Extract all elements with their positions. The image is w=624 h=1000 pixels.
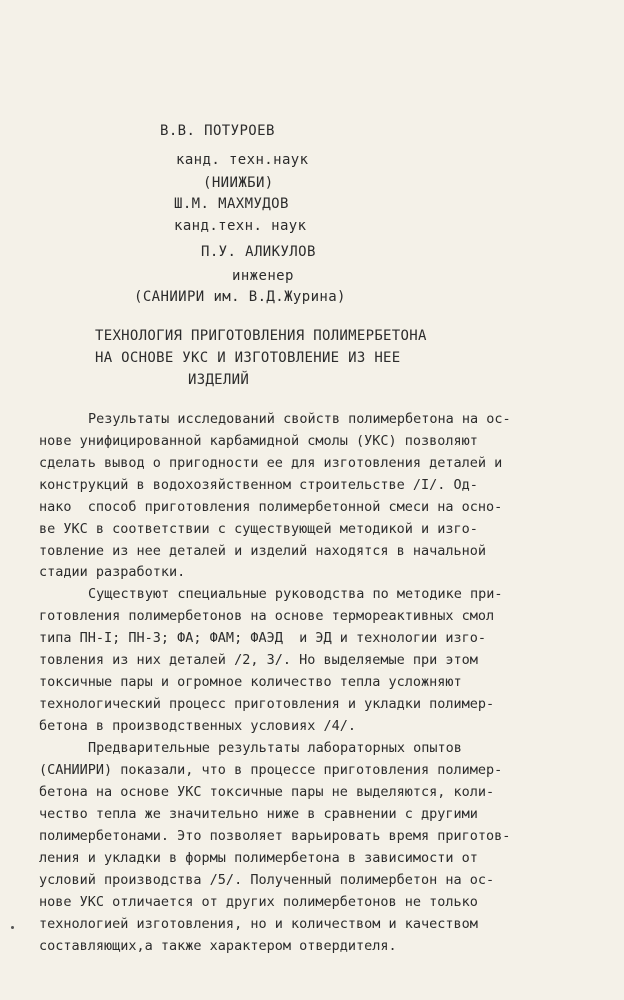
body-line: типа ПН-I; ПН-3; ФА; ФАМ; ФАЭД и ЭД и технологии изго-	[39, 630, 487, 646]
author-2-degree: канд.техн. наук	[174, 218, 307, 234]
body-line: ве УКС в соответствии с существующей методикой и изго-	[39, 521, 478, 537]
body-line: товление из нее деталей и изделий находятся в начальной	[39, 543, 487, 559]
margin-speck	[11, 926, 14, 929]
body-line: конструкций в водохозяйственном строительстве /I/. Од-	[39, 477, 478, 493]
body-line: Результаты исследований свойств полимербетона на ос-	[88, 411, 511, 427]
body-line: нове унифицированной карбамидной смолы (УКС) позволяют	[39, 433, 478, 449]
body-line: полимербетонами. Это позволяет варьировать время приготов-	[39, 828, 511, 844]
body-line: токсичные пары и огромное количество тепла усложняют	[39, 674, 462, 690]
author-3-name: П.У. АЛИКУЛОВ	[201, 244, 316, 260]
author-3-org: (САНИИРИ им. В.Д.Журина)	[134, 289, 346, 305]
body-line: готовления полимербетонов на основе термореактивных смол	[39, 608, 495, 624]
title-line-1: ТЕХНОЛОГИЯ ПРИГОТОВЛЕНИЯ ПОЛИМЕРБЕТОНА	[95, 328, 427, 344]
body-line: чество тепла же значительно ниже в сравнении с другими	[39, 806, 478, 822]
body-line: условий производства /5/. Полученный полимербетон на ос-	[39, 872, 495, 888]
body-line: нове УКС отличается от других полимербетонов не только	[39, 894, 478, 910]
author-1-org: (НИИЖБИ)	[203, 175, 274, 191]
title-line-3: ИЗДЕЛИЙ	[188, 372, 250, 388]
body-line: сделать вывод о пригодности ее для изготовления деталей и	[39, 455, 503, 471]
body-line: Предварительные результаты лабораторных опытов	[88, 740, 462, 756]
body-line: (САНИИРИ) показали, что в процессе приготовления полимер-	[39, 762, 503, 778]
body-line: технологией изготовления, но и количеством и качеством	[39, 916, 478, 932]
title-line-2: НА ОСНОВЕ УКС И ИЗГОТОВЛЕНИЕ ИЗ НЕЕ	[95, 350, 401, 366]
body-line: технологический процесс приготовления и укладки полимер-	[39, 696, 495, 712]
author-1-name: В.В. ПОТУРОЕВ	[160, 123, 275, 139]
body-line: стадии разработки.	[39, 564, 186, 580]
body-line: составляющих,а также характером отвердителя.	[39, 938, 397, 954]
body-line: ления и укладки в формы полимербетона в зависимости от	[39, 850, 478, 866]
body-line: бетона на основе УКС токсичные пары не выделяются, коли-	[39, 784, 495, 800]
author-2-name: Ш.М. МАХМУДОВ	[174, 196, 289, 212]
body-line: Существуют специальные руководства по методике при-	[88, 586, 503, 602]
body-line: товления из них деталей /2, 3/. Но выделяемые при этом	[39, 652, 478, 668]
body-line: нако способ приготовления полимербетонной смеси на осно-	[39, 499, 503, 515]
body-line: бетона в производственных условиях /4/.	[39, 718, 356, 734]
author-1-degree: канд. техн.наук	[176, 152, 309, 168]
author-3-degree: инженер	[232, 268, 294, 284]
